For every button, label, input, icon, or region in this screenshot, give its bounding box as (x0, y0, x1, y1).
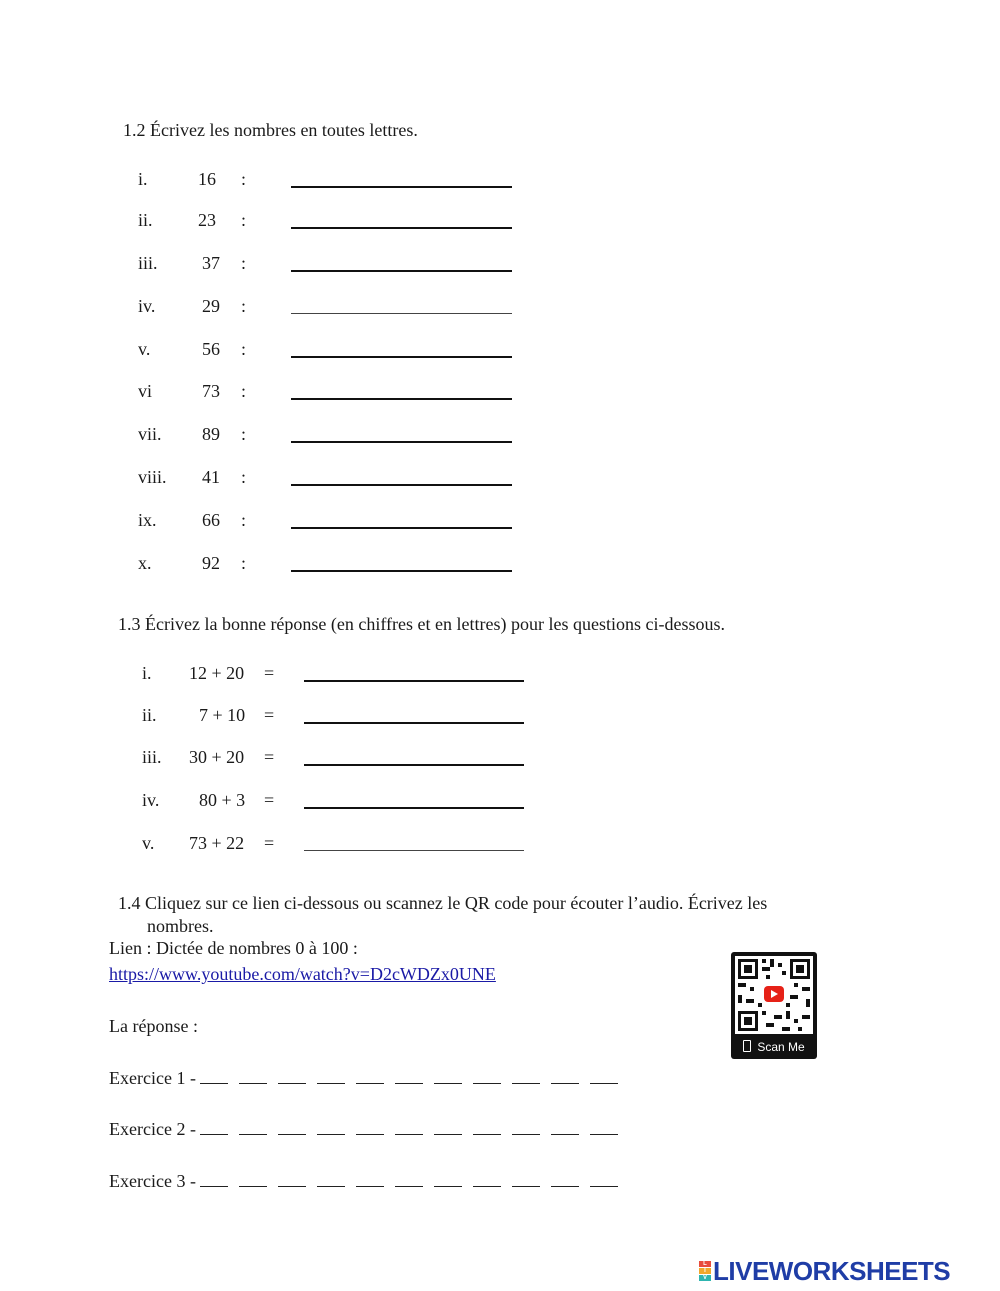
item-number: 29 (202, 296, 220, 316)
digit-blank[interactable] (239, 1172, 267, 1187)
digit-blank[interactable] (317, 1120, 345, 1135)
youtube-link[interactable]: https://www.youtube.com/watch?v=D2cWDZx0UNE (109, 964, 496, 984)
item-colon: : (241, 553, 247, 573)
item-expression: 30 + 20 (189, 747, 245, 767)
qr-caption-bar (731, 1036, 817, 1058)
item-expression: 7 + 10 (199, 705, 246, 725)
item-roman: iii. (142, 747, 162, 767)
item-number: 89 (202, 424, 220, 444)
digit-blank[interactable] (473, 1069, 501, 1084)
answer-blank[interactable] (291, 356, 512, 358)
digit-blank[interactable] (512, 1069, 540, 1084)
item-roman: i. (142, 663, 152, 683)
section-1-3-heading: 1.3 Écrivez la bonne réponse (en chiffres et en lettres) pour les questions ci-dessous. (118, 614, 725, 634)
answer-blank[interactable] (291, 570, 512, 572)
digit-blank[interactable] (356, 1172, 384, 1187)
item-roman: iv. (138, 296, 156, 316)
answer-blank[interactable] (291, 270, 512, 272)
section-1-4-heading-line2: nombres. (147, 916, 214, 936)
item-roman: vi (138, 381, 153, 401)
exercise-row (109, 1120, 629, 1138)
item-colon: : (241, 424, 247, 444)
item-colon: : (241, 510, 247, 530)
item-number: 23 (198, 210, 216, 230)
digit-blank[interactable] (434, 1069, 462, 1084)
digit-blank[interactable] (395, 1172, 423, 1187)
digit-blank[interactable] (239, 1069, 267, 1084)
digit-blank[interactable] (434, 1120, 462, 1135)
item-roman: vii. (138, 424, 162, 444)
digit-blank[interactable] (551, 1069, 579, 1084)
live-badge-icon (699, 1261, 711, 1281)
item-roman: x. (138, 553, 152, 573)
section-1-4-heading-line1: 1.4 Cliquez sur ce lien ci-dessous ou scannez le QR code pour écouter l’audio. Écrivez les (118, 893, 768, 913)
digit-blank[interactable] (395, 1120, 423, 1135)
qr-code-pattern (735, 956, 813, 1034)
item-roman: ii. (138, 210, 153, 230)
item-roman: ii. (142, 705, 157, 725)
answer-label: La réponse : (109, 1016, 198, 1036)
qr-code[interactable] (731, 952, 817, 1059)
exercise-label: Exercice 1 - (109, 1068, 196, 1088)
item-roman: v. (142, 833, 155, 853)
item-colon: : (241, 467, 247, 487)
digit-blank[interactable] (356, 1069, 384, 1084)
digit-blank[interactable] (317, 1069, 345, 1084)
liveworksheets-logo (699, 1255, 951, 1286)
digit-blank[interactable] (278, 1120, 306, 1135)
link-label: Lien : Dictée de nombres 0 à 100 : (109, 938, 358, 958)
answer-blank[interactable] (291, 441, 512, 443)
digit-blank[interactable] (278, 1069, 306, 1084)
item-roman: i. (138, 169, 148, 189)
digit-blank[interactable] (590, 1120, 618, 1135)
exercise-row (109, 1069, 629, 1087)
answer-blank[interactable] (304, 680, 524, 682)
answer-blank[interactable] (304, 764, 524, 766)
badge-letter: I (699, 1268, 711, 1274)
item-equals: = (264, 833, 275, 853)
digit-blank[interactable] (239, 1120, 267, 1135)
exercise-row (109, 1172, 629, 1190)
item-colon: : (241, 339, 247, 359)
answer-blank[interactable] (291, 313, 512, 314)
item-number: 16 (198, 169, 216, 189)
item-colon: : (241, 381, 247, 401)
digit-blank[interactable] (200, 1120, 228, 1135)
phone-icon (743, 1040, 751, 1052)
answer-blank[interactable] (291, 398, 512, 400)
section-1-2-heading: 1.2 Écrivez les nombres en toutes lettres. (123, 120, 418, 140)
item-equals: = (264, 663, 275, 683)
answer-blank[interactable] (291, 484, 512, 486)
answer-blank[interactable] (304, 850, 524, 851)
item-number: 73 (202, 381, 220, 401)
item-number: 66 (202, 510, 220, 530)
item-roman: iii. (138, 253, 158, 273)
item-number: 56 (202, 339, 220, 359)
digit-blank[interactable] (551, 1120, 579, 1135)
item-colon: : (241, 210, 247, 230)
digit-blank[interactable] (473, 1172, 501, 1187)
digit-blank[interactable] (317, 1172, 345, 1187)
digit-blank[interactable] (356, 1120, 384, 1135)
item-equals: = (264, 790, 275, 810)
answer-blank[interactable] (304, 807, 524, 809)
badge-letter: V (699, 1275, 711, 1281)
digit-blank[interactable] (512, 1172, 540, 1187)
item-equals: = (264, 747, 275, 767)
item-number: 41 (202, 467, 220, 487)
item-roman: viii. (138, 467, 167, 487)
item-number: 92 (202, 553, 220, 573)
item-roman: ix. (138, 510, 157, 530)
item-roman: iv. (142, 790, 160, 810)
answer-blank[interactable] (291, 186, 512, 188)
qr-caption: Scan Me (757, 1040, 805, 1054)
item-roman: v. (138, 339, 151, 359)
item-number: 37 (202, 253, 220, 273)
item-expression: 73 + 22 (189, 833, 245, 853)
exercise-label: Exercice 3 - (109, 1171, 196, 1191)
brand-name: LIVEWORKSHEETS (713, 1255, 951, 1286)
digit-blank[interactable] (551, 1172, 579, 1187)
digit-blank[interactable] (473, 1120, 501, 1135)
answer-blank[interactable] (291, 527, 512, 529)
item-colon: : (241, 296, 247, 316)
answer-blank[interactable] (291, 227, 512, 229)
answer-blank[interactable] (304, 722, 524, 724)
digit-blank[interactable] (395, 1069, 423, 1084)
item-colon: : (241, 169, 247, 189)
digit-blank[interactable] (278, 1172, 306, 1187)
item-colon: : (241, 253, 247, 273)
digit-blank[interactable] (590, 1172, 618, 1187)
digit-blank[interactable] (434, 1172, 462, 1187)
badge-letter: L (699, 1261, 711, 1267)
item-expression: 12 + 20 (189, 663, 245, 683)
digit-blank[interactable] (512, 1120, 540, 1135)
item-expression: 80 + 3 (199, 790, 246, 810)
digit-blank[interactable] (200, 1172, 228, 1187)
digit-blank[interactable] (590, 1069, 618, 1084)
digit-blank[interactable] (200, 1069, 228, 1084)
exercise-label: Exercice 2 - (109, 1119, 196, 1139)
item-equals: = (264, 705, 275, 725)
